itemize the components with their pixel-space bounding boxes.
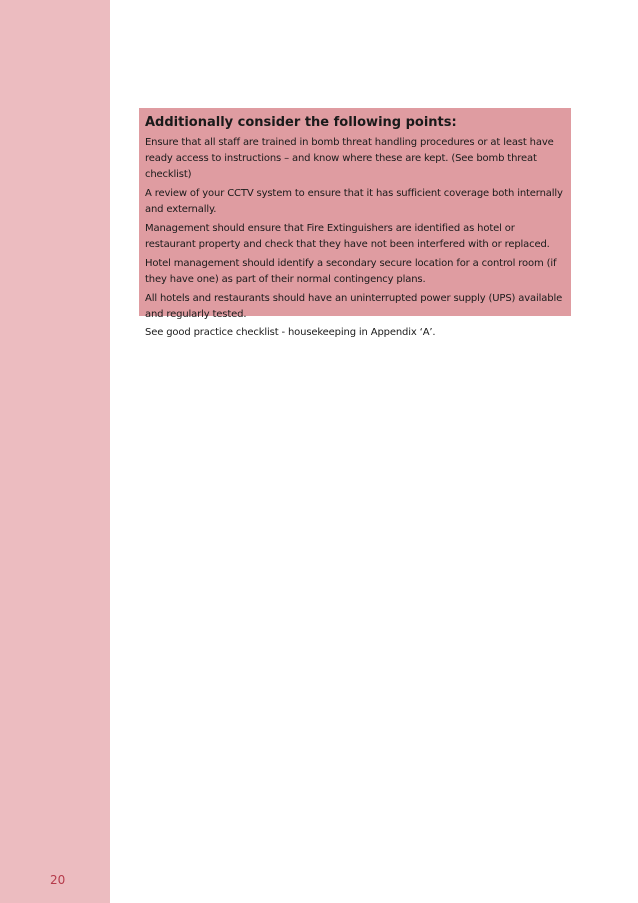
consideration-cctv-review: A review of your CCTV system to ensure that it has sufficient coverage both internally and externally.	[145, 188, 563, 215]
page-sidebar	[0, 0, 110, 903]
consideration-secondary-control-room: Hotel management should identify a secondary secure location for a control room (if they have one) as part of their normal contingency plans.	[145, 258, 557, 285]
consideration-ups: All hotels and restaurants should have an uninterrupted power supply (UPS) available and regularly tested.	[145, 293, 563, 320]
consideration-fire-extinguishers: Management should ensure that Fire Extinguishers are identified as hotel or restaurant property and check that they have not been interfered with or replaced.	[145, 223, 550, 250]
appendix-reference: See good practice checklist - housekeeping in Appendix ‘A’.	[145, 327, 436, 338]
consideration-bomb-threat-training: Ensure that all staff are trained in bomb threat handling procedures or at least have ready access to instructions – and know where these are kept. (See bomb threat checklist)	[145, 137, 554, 180]
considerations-heading: Additionally consider the following points:	[145, 115, 457, 130]
considerations-box	[139, 108, 571, 320]
page-number: 20	[50, 873, 66, 887]
